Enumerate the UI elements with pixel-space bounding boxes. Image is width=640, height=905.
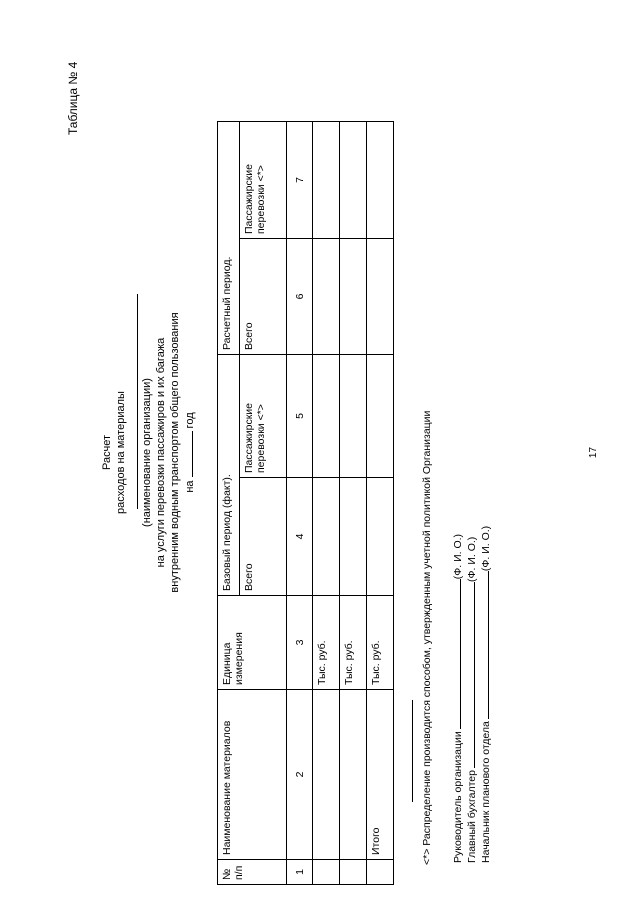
- signature-fio: (Ф. И. О.): [452, 533, 464, 580]
- footnote-divider: [412, 700, 413, 802]
- row-name: Итого: [367, 690, 394, 860]
- row-name: [313, 690, 340, 860]
- org-placeholder: (наименование организации): [141, 378, 153, 527]
- header-calc-passenger: Пассажирские перевозки <*>: [240, 122, 287, 239]
- row-unit: Тыс. руб.: [367, 596, 394, 690]
- signature-role: Руководитель организации: [452, 731, 464, 863]
- signature-director: [450, 534, 464, 863]
- colnum-4: 4: [287, 478, 313, 596]
- cell: [367, 355, 394, 478]
- year-line: [182, 0, 197, 905]
- header-unit: Единица измерения: [218, 596, 287, 690]
- signature-planning-head: [478, 526, 492, 863]
- header-no: № п/п: [218, 860, 287, 885]
- cell: [340, 122, 367, 239]
- signature-line: [478, 571, 489, 719]
- cell: [367, 122, 394, 239]
- header-name: Наименование материалов: [218, 690, 287, 860]
- cell: [313, 239, 340, 355]
- document-title: [100, 0, 128, 905]
- year-prefix: на: [184, 480, 196, 493]
- cell: [340, 355, 367, 478]
- table-row: [313, 122, 340, 885]
- header-base-period: Базовый период (факт).: [218, 355, 240, 596]
- signature-line: [464, 582, 475, 768]
- materials-table: [217, 121, 394, 885]
- title-line-2: расходов на материалы: [115, 391, 127, 514]
- cell: [340, 239, 367, 355]
- cell: [313, 478, 340, 596]
- signature-chief-accountant: [464, 537, 478, 863]
- colnum-2: 2: [287, 690, 313, 860]
- title-line-1: Расчет: [101, 435, 113, 470]
- table-label: Таблица № 4: [66, 61, 80, 135]
- cell: [340, 478, 367, 596]
- row-no: [313, 860, 340, 885]
- row-no: [340, 860, 367, 885]
- signature-role: Главный бухгалтер: [466, 770, 478, 863]
- page-number: 17: [588, 446, 599, 459]
- cell: [367, 478, 394, 596]
- cell: [313, 122, 340, 239]
- header-base-total: Всего: [240, 478, 287, 596]
- service-line-2: внутренним водным транспортом общего пользования: [169, 312, 181, 593]
- organization-block: [140, 0, 197, 905]
- colnum-3: 3: [287, 596, 313, 690]
- colnum-6: 6: [287, 239, 313, 355]
- table-row: [367, 122, 394, 885]
- cell: [367, 239, 394, 355]
- signature-fio: (Ф. И. О.): [466, 536, 478, 582]
- row-no: [367, 860, 394, 885]
- colnum-5: 5: [287, 355, 313, 478]
- footnote: <*> Распределение производится способом, утвержденным учетной политикой Организации: [421, 410, 433, 865]
- row-unit: Тыс. руб.: [313, 596, 340, 690]
- signature-fio: (Ф. И. О.): [480, 525, 492, 572]
- year-suffix: год: [184, 412, 196, 429]
- year-blank: [182, 431, 193, 477]
- signature-line: [450, 579, 461, 729]
- header-calc-total: Всего: [240, 239, 287, 355]
- header-base-passenger: Пассажирские перевозки <*>: [240, 355, 287, 478]
- row-unit: Тыс. руб.: [340, 596, 367, 690]
- colnum-7: 7: [287, 122, 313, 239]
- service-line-1: на услуги перевозки пассажиров и их багажа: [155, 337, 167, 568]
- cell: [313, 355, 340, 478]
- row-name: [340, 690, 367, 860]
- header-calc-period: Расчетный период.: [218, 122, 240, 355]
- org-name-line: [137, 294, 138, 509]
- signature-role: Начальник планового отдела: [480, 721, 492, 863]
- colnum-1: 1: [287, 860, 313, 885]
- table-row: [340, 122, 367, 885]
